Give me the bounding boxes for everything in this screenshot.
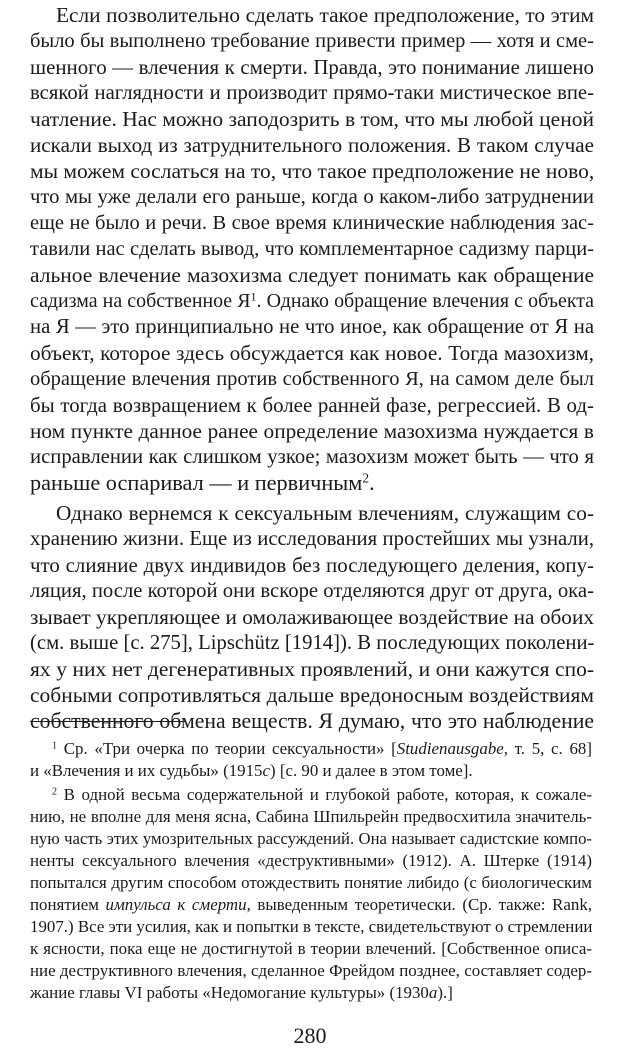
footnote-2-line: к ясности, пока еще не достигнутой в теории влечений. [Собственное описа- bbox=[30, 939, 592, 958]
text-line: раньше оспаривал — и первичным$^2$. bbox=[30, 470, 375, 495]
text-line: шенного — влечения к смерти. Правда, это понимание лишено bbox=[30, 55, 594, 79]
footnote-2-line: попытался другим способом отождествить понятие либидо (с биологическим bbox=[30, 873, 592, 892]
text-line: еще не было и речи. В свое время клинические наблюдения зас- bbox=[30, 212, 594, 234]
text-line: что мы уже делали его раньше, когда о каком-либо затруднении bbox=[30, 186, 594, 208]
footnote-2-line: ненты сексуального влечения «деструктивными» (1912). А. Штерке (1914) bbox=[30, 851, 592, 870]
text-line: на Я — это принципиально не что иное, как обращение от Я на bbox=[30, 316, 594, 338]
footnote-2-line: 1907.) Все эти усилия, как и попытки в тексте, свидетельствуют о стремлении bbox=[30, 917, 593, 936]
text-line: обращение влечения против собственного Я, на самом деле был bbox=[30, 368, 594, 390]
footnote-2-line: понятием импульса к смерти, выведенным теоретически. (Ср. также: Rank, bbox=[30, 895, 592, 914]
text-line: тавили нас сделать вывод, что комплементарное садизму парци- bbox=[30, 238, 594, 260]
text-line: исправлении как слишком узкое; мазохизм может быть — что я bbox=[30, 446, 594, 468]
text-line: собными сопротивляться дальше вредоносным воздействиям bbox=[30, 683, 594, 707]
footnote-divider bbox=[30, 721, 186, 722]
text-line: Если позволительно сделать такое предположение, то этим bbox=[56, 3, 594, 27]
text-line: искали выход из затруднительного положения. В таком случае bbox=[30, 133, 594, 157]
text-line: мы можем сослаться на то, что такое предположение не ново, bbox=[30, 159, 595, 183]
footnote-2-line: ние деструктивного влечения, сделанное Фрейдом позднее, составляет содер- bbox=[30, 961, 592, 980]
text-line: что слияние двух индивидов без последующего деления, копу- bbox=[30, 553, 594, 577]
text-line: собственного обмена веществ. Я думаю, что это наблюдение bbox=[30, 709, 594, 733]
footnote-2-line: жание главы VI работы «Недомогание культуры» (1930a).] bbox=[30, 983, 453, 1002]
text-line: хранению жизни. Еще из исследования простейших мы узнали, bbox=[30, 528, 594, 550]
footnote-2-line: нию, не вполне для меня ясна, Сабина Шпильрейн предвосхитила значитель- bbox=[30, 807, 592, 826]
footnote-1-line: и «Влечения и их судьбы» (1915c) [с. 90 и далее в этом томе]. bbox=[30, 761, 473, 780]
text-line: ном пункте данное ранее определение мазохизма нуждается в bbox=[30, 419, 594, 443]
footnote-ref-1: 1 bbox=[250, 289, 257, 304]
footnote-2: $^2$ В одной весьма содержательной и глубокой работе, которая, к сожале- bbox=[52, 785, 592, 804]
text-line: (см. выше [с. 275], Lipschütz [1914]). В последующих поколени- bbox=[30, 632, 595, 654]
page-number: 280 bbox=[293, 1023, 327, 1048]
text-line: было бы выполнено требование привести пример — хотя и сме- bbox=[30, 30, 594, 52]
text-line: Однако вернемся к сексуальным влечениям, служащим со- bbox=[56, 501, 594, 525]
text-line: ях у них нет дегенеративных проявлений, и они кажутся спо- bbox=[30, 657, 594, 681]
footnote-2-line: ную часть этих умозрительных рассуждений. Она называет садистские компо- bbox=[30, 829, 592, 848]
text-line: всякой наглядности и производит прямо-таки мистическое впе- bbox=[30, 82, 594, 104]
text-line: объект, которое здесь обсуждается как новое. Тогда мазохизм, bbox=[30, 341, 594, 365]
text-line: садизма на собственное $Я^1$. Однако обращение влечения с объекта bbox=[30, 289, 594, 312]
text-line: зывает укрепляющее и омолаживающее воздействие на обоих bbox=[30, 605, 594, 629]
text-line: альное влечение мазохизма следует понимать как обращение bbox=[30, 263, 594, 287]
text-line: бы тогда возвращением к более ранней фазе, регрессией. В од- bbox=[30, 393, 594, 417]
footnote-1: $^1$ Ср. «Три очерка по теории сексуальности» [Studienausgabe, т. 5, с. 68] bbox=[52, 739, 592, 758]
footnote-ref-2: 2 bbox=[362, 470, 370, 486]
text-line: чатление. Нас можно заподозрить в том, что мы любой ценой bbox=[30, 107, 594, 131]
text-line: ляция, после которой они вскоре отделяются друг от друга, ока- bbox=[30, 580, 594, 602]
